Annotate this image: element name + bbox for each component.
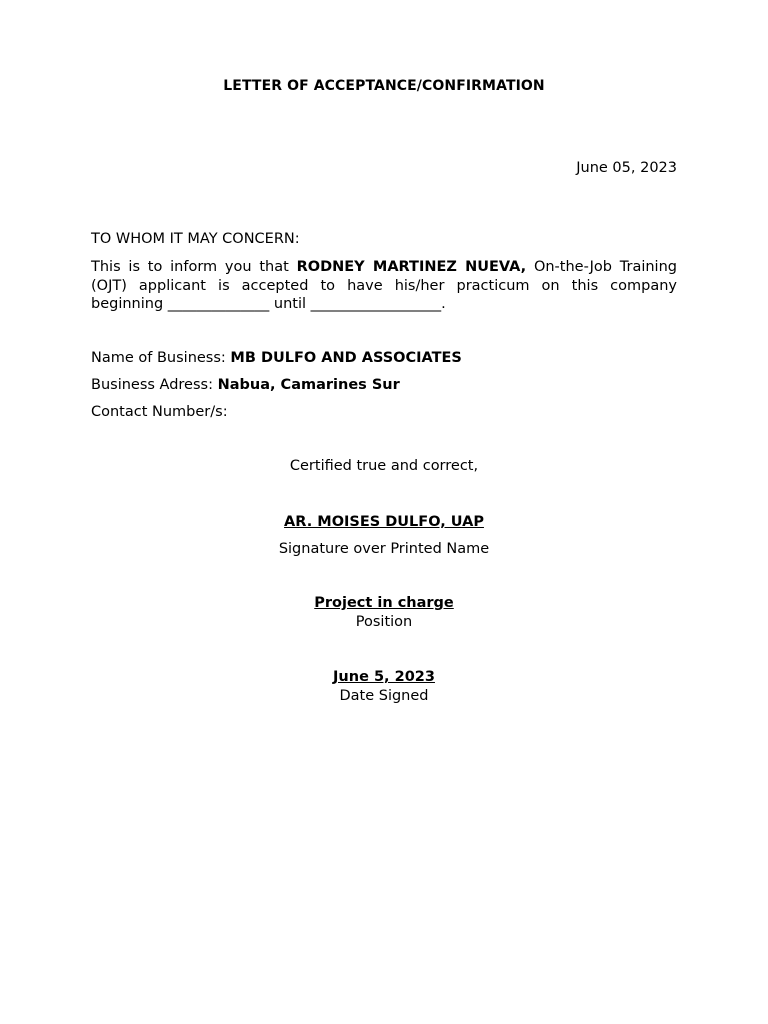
signer-caption: Signature over Printed Name xyxy=(278,541,490,557)
date-signed-caption: Date Signed xyxy=(339,688,429,704)
body-intro: This is to inform you that xyxy=(91,259,297,275)
letter-date: June 05, 2023 xyxy=(576,160,677,176)
business-name-line xyxy=(91,350,462,366)
body-rest: On-the-Job Training (OJT) applicant is accepted to have his/her practicum on this company beginning ______________ until __________________. xyxy=(91,259,677,312)
body-paragraph xyxy=(91,258,677,314)
business-name-value: MB DULFO AND ASSOCIATES xyxy=(230,350,462,366)
certified-statement: Certified true and correct, xyxy=(289,458,479,474)
business-address-line xyxy=(91,377,400,393)
contact-number-label: Contact Number/s: xyxy=(91,404,228,420)
position-value: Project in charge xyxy=(314,595,454,611)
signer-name: AR. MOISES DULFO, UAP xyxy=(284,514,484,530)
applicant-name: RODNEY MARTINEZ NUEVA, xyxy=(296,259,527,275)
business-address-value: Nabua, Camarines Sur xyxy=(217,377,400,393)
business-address-label: Business Adress: xyxy=(91,377,218,393)
letter-title: LETTER OF ACCEPTANCE/CONFIRMATION xyxy=(223,78,545,94)
date-signed-value: June 5, 2023 xyxy=(333,669,435,685)
position-caption: Position xyxy=(355,614,413,630)
contact-number-line xyxy=(91,404,228,420)
salutation: TO WHOM IT MAY CONCERN: xyxy=(91,231,300,247)
business-name-label: Name of Business: xyxy=(91,350,231,366)
